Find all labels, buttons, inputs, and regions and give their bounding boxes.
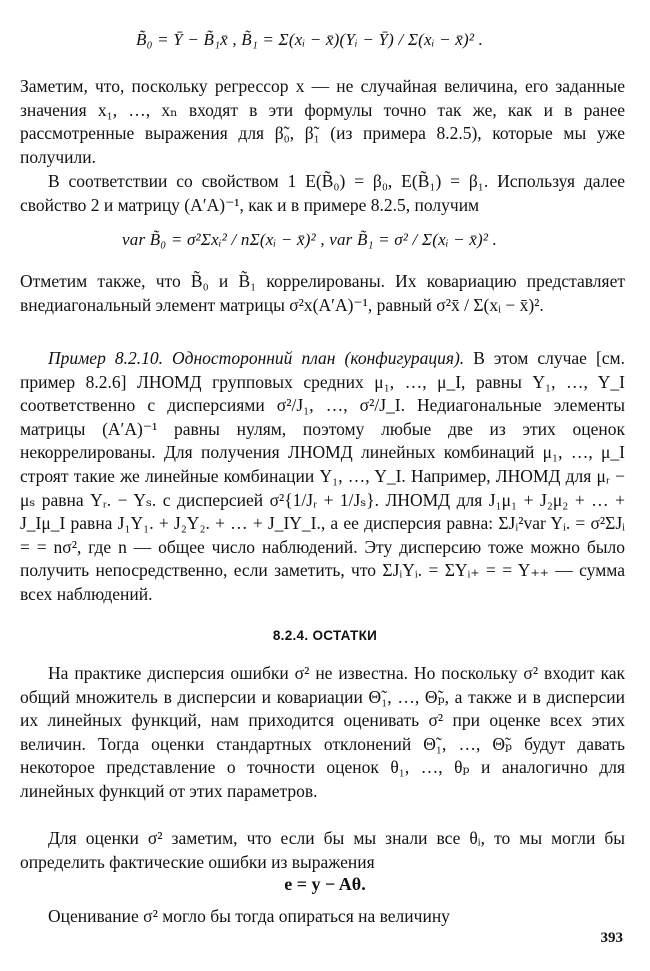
paragraph-properties: В соответствии со свойством 1 E(B̃₀) = β₀, E(B̃₁) = β₁. Используя далее свойство 2 и матрицу (A′A)⁻¹, как и в примере 8.2.5, получим [20, 171, 625, 215]
paragraph-unknown-variance: На практике дисперсия ошибки σ² не известна. Но поскольку σ² входит как общий множитель в дисперсии и ковариации Θ̃₁, …, Θ̃ₚ, а также и в дисперсии их линейных функций, нам приходится оценивать σ² при оценке всех этих величин. Тогда оценки стандартных отклонений Θ̃₁, …, Θ̃ₚ будут давать некоторое представление о точности оценок θ₁, …, θₚ и аналогично для линейных функций от этих параметров. [20, 663, 625, 801]
paragraph-regressor: Заметим, что, поскольку регрессор x — не случайная величина, его заданные значения x₁, …, xₙ входят в эти формулы точно так же, как и в ранее рассмотренные выражения для β̃₀, β̃₁ (из примера 8.2.5), которые мы уже получили. [20, 76, 625, 167]
error-formula: e = y − Aθ. [284, 874, 366, 894]
paragraph-correlation: Отметим также, что B̃₀ и B̃₁ коррелированы. Их ковариацию представляет внедиагональный элемент матрицы σ²x(A′A)⁻¹, равный σ²x̄ / Σ(xᵢ − x̄)². [20, 271, 625, 315]
paragraph-estimate-sigma: Для оценки σ² заметим, что если бы мы знали все θᵢ, то мы могли бы определить фактические ошибки из выражения [20, 828, 625, 872]
page-number: 393 [600, 930, 623, 946]
paragraph-estimation-basis: Оценивание σ² могло бы тогда опираться на величину [48, 906, 450, 926]
paragraph-example-8-2-10 [20, 347, 625, 607]
example-title: Пример 8.2.10. Односторонний план (конфигурация). [48, 348, 465, 368]
section-heading: 8.2.4. ОСТАТКИ [272, 628, 378, 643]
estimator-formulas: B̃₀ = Ȳ − B̃₁x̄ , B̃₁ = Σ(xᵢ − x̄)(Yᵢ − Ȳ) / Σ(xᵢ − x̄)² . [136, 30, 484, 49]
example-body: В этом случае [см. пример 8.2.6] ЛНОМД групповых средних μ₁, …, μ_I, равны Y₁, …, Y_I соответственно с дисперсиями σ²/J₁, …, σ²/J_I. Недиагональные элементы матрицы (A′A)⁻¹ равны нулям, поэтому любые две из этих оценок некоррелированы. Для получения ЛНОМД линейных комбинаций μ₁, …, μ_I строят такие же линейные комбинации Y₁, …, Y_I. Например, ЛНОМД для μᵣ − μₛ равна Yᵣ. − Yₛ. с дисперсией σ²{1/Jᵣ + 1/Jₛ}. ЛНОМД для J₁μ₁ + J₂μ₂ + … + J_Iμ_I равна J₁Y₁. + J₂Y₂. + … + J_IY_I., а ее дисперсия равна: ΣJᵢ²var Yᵢ. = σ²ΣJᵢ = = nσ², где n — общее число наблюдений. Эту дисперсию тоже можно было получить непосредственно, если заметить, что ΣJᵢYᵢ. = ΣYᵢ₊ = = Y₊₊ — сумма всех наблюдений. [20, 348, 625, 604]
variance-formulas: var B̃₀ = σ²Σxᵢ² / nΣ(xᵢ − x̄)² , var B̃₁ = σ² / Σ(xᵢ − x̄)² . [122, 230, 498, 249]
